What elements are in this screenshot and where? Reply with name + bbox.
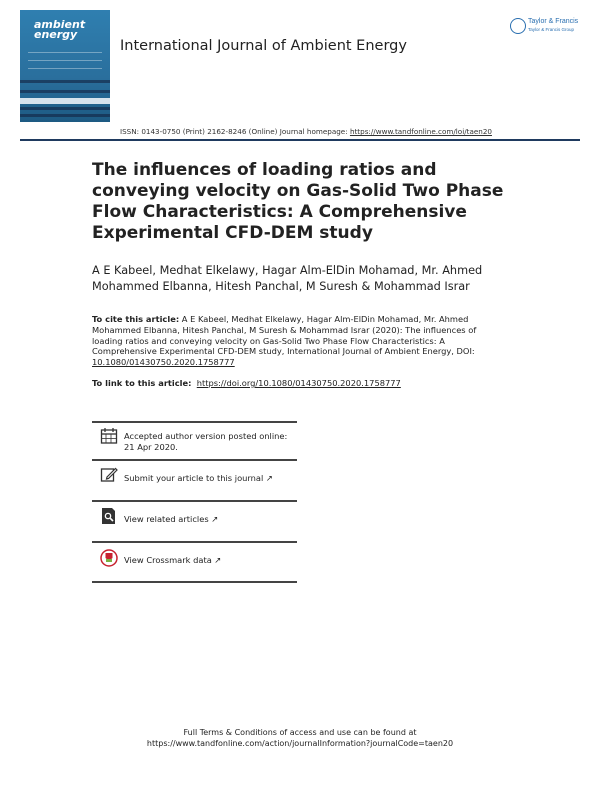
journal-homepage-link[interactable]: https://www.tandfonline.com/loi/taen20 bbox=[349, 127, 492, 136]
panel-divider bbox=[92, 581, 297, 583]
article-authors: A E Kabeel, Medhat Elkelawy, Hagar Alm-ElDin Mohamad, Mr. Ahmed Mohammed Elbanna, Hitesh Panchal, M Suresh & Mohammad Israr bbox=[92, 264, 483, 293]
article-doi-url[interactable]: https://doi.org/10.1080/01430750.2020.1758777 bbox=[196, 378, 401, 388]
cover-title: ambient energy bbox=[34, 18, 86, 41]
article-link-line: To link to this article: https://doi.org/10.1080/01430750.2020.1758777 bbox=[92, 378, 401, 388]
calendar-icon bbox=[100, 427, 118, 445]
external-link-icon: ↗ bbox=[265, 473, 273, 483]
journal-name[interactable]: International Journal of Ambient Energy bbox=[120, 38, 407, 54]
panel-divider bbox=[92, 421, 297, 423]
related-articles-link[interactable]: View related articles ↗ bbox=[124, 514, 219, 524]
search-document-icon bbox=[100, 507, 118, 525]
crossmark-icon bbox=[100, 549, 118, 567]
header-divider bbox=[20, 139, 580, 141]
submit-article-link[interactable]: Submit your article to this journal ↗ bbox=[124, 473, 273, 483]
issn-line: ISSN: 0143-0750 (Print) 2162-8246 (Online) Journal homepage: https://www.tandfonline.com/loi/taen20 bbox=[120, 127, 492, 136]
panel-divider bbox=[92, 459, 297, 461]
publisher-logo[interactable]: Taylor & Francis Taylor & Francis Group bbox=[510, 16, 585, 38]
journal-cover-image bbox=[20, 10, 110, 122]
external-link-icon: ↗ bbox=[214, 555, 222, 565]
pencil-icon bbox=[100, 466, 118, 484]
article-title: The influences of loading ratios and conveying velocity on Gas-Solid Two Phase Flow Characteristics: A Comprehensive Experimental CFD-DEM study bbox=[92, 160, 504, 243]
external-link-icon: ↗ bbox=[211, 514, 219, 524]
accepted-date-text: Accepted author version posted online: 21 Apr 2020. bbox=[124, 431, 288, 452]
doi-link[interactable]: 10.1080/01430750.2020.1758777 bbox=[92, 357, 235, 368]
publisher-logo-icon bbox=[510, 18, 526, 34]
crossmark-link[interactable]: View Crossmark data ↗ bbox=[124, 555, 222, 565]
footer-terms-link[interactable]: https://www.tandfonline.com/action/journalInformation?journalCode=taen20 bbox=[146, 739, 454, 748]
panel-divider bbox=[92, 500, 297, 502]
footer-terms: Full Terms & Conditions of access and use can be found at https://www.tandfonline.com/action/journalInformation?journalCode=taen20 bbox=[0, 727, 600, 749]
panel-divider bbox=[92, 541, 297, 543]
citation-block: To cite this article: A E Kabeel, Medhat Elkelawy, Hagar Alm-ElDin Mohamad, Mr. Ahmed Mohammed Elbanna, Hitesh Panchal, M Suresh & Mohammad Israr (2020): The influences of loading ratios and conveying velocity on Gas-Solid Two Phase Flow Characteristics: A Comprehensive Experimental CFD-DEM study, International Journal of Ambient Energy, DOI: 10.1080/01430750.2020.1758777 bbox=[92, 314, 477, 368]
